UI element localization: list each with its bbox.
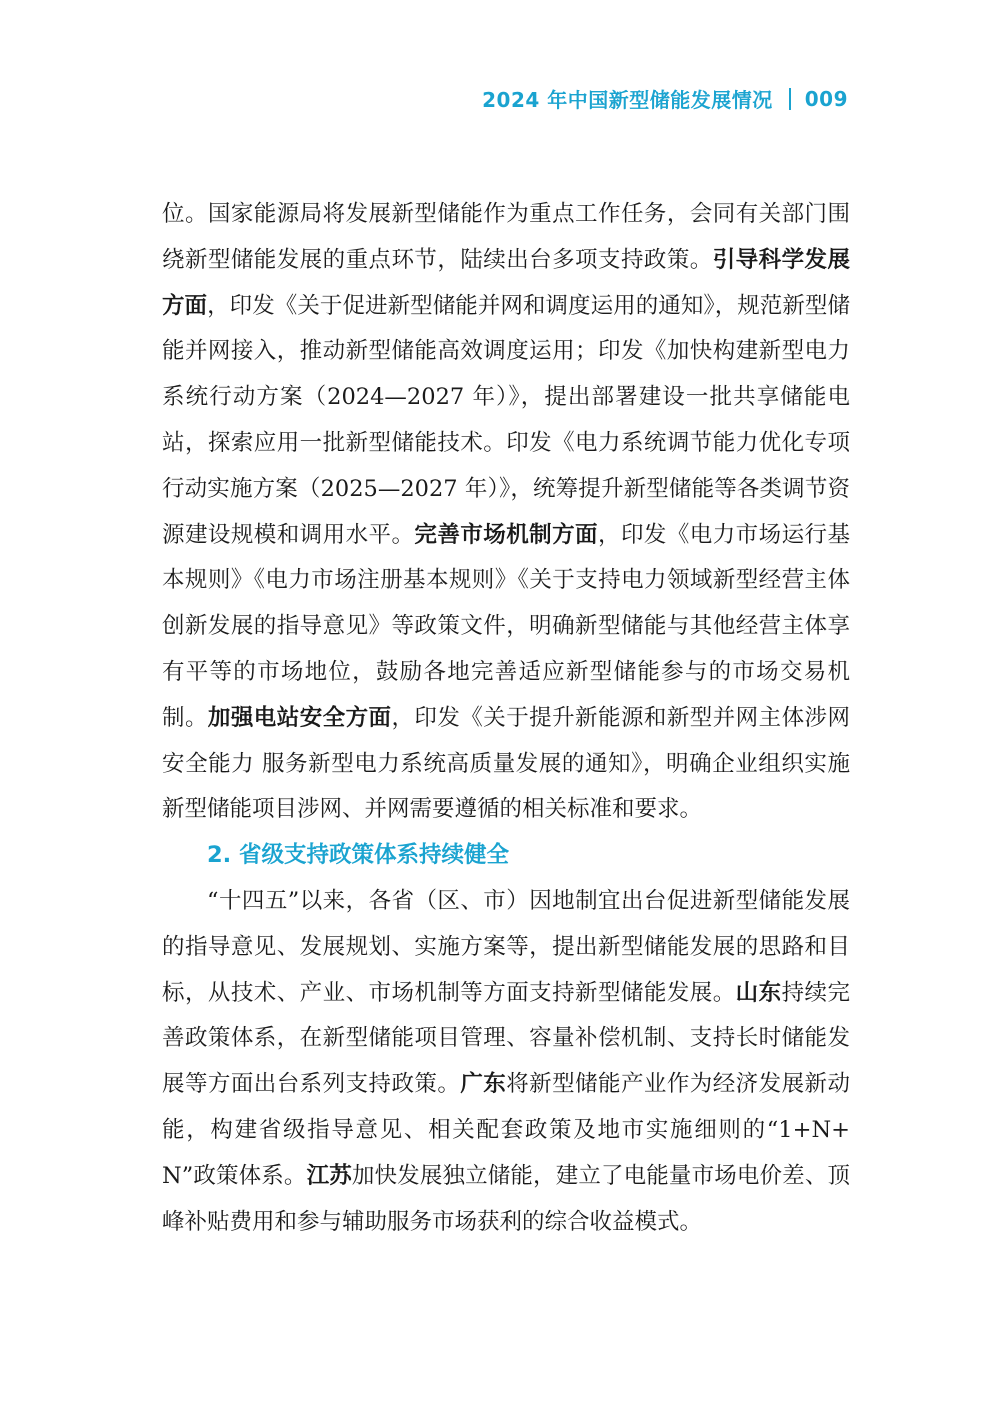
page-number: 009 [804,86,848,111]
bold-phrase-station-safety: 加强电站安全方面 [207,704,392,731]
paragraph-policy-provincial [162,879,850,1245]
bold-phrase-shandong: 山东 [735,979,782,1006]
paragraph-text: 将新型储能产业作为经济发展新动能，构建省级指导意见、相关配套政策及地市实施细则的“1+N+N”政策体系。 [162,1071,850,1189]
paragraph-text: 持续完善政策体系，在新型储能项目管理、容量补偿机制、支持长时储能发展等方面出台系列支持政策。 [162,979,850,1098]
paragraph-text: 位。国家能源局将发展新型储能作为重点工作任务，会同有关部门围绕新型储能发展的重点环节，陆续出台多项支持政策。 [162,201,850,273]
bold-phrase-jiangsu: 江苏 [306,1162,352,1189]
header-divider [789,88,791,110]
paragraph-text: 加快发展独立储能，建立了电能量市场电价差、顶峰补贴费用和参与辅助服务市场获利的综合收益模式。 [162,1162,850,1235]
paragraph-policy-national [162,192,850,833]
bold-phrase-guangdong: 广东 [460,1071,507,1098]
paragraph-text: ，印发《关于提升新能源和新型并网主体涉网安全能力 服务新型电力系统高质量发展的通知》，明确企业组织实施新型储能项目涉网、并网需要遵循的相关标准和要求。 [162,704,850,823]
section-heading: 2. 省级支持政策体系持续健全 [207,842,510,869]
paragraph-text: “十四五”以来，各省（区、市）因地制宜出台促进新型储能发展的指导意见、发展规划、实施方案等，提出新型储能发展的思路和目标，从技术、产业、市场机制等方面支持新型储能发展。 [162,887,850,1006]
bold-phrase-scientific-development: 引导科学发展方面 [162,246,850,319]
page-body [162,192,850,1245]
header-title: 2024 年中国新型储能发展情况 [482,88,773,112]
paragraph-text: ，印发《电力市场运行基本规则》《电力市场注册基本规则》《关于支持电力领域新型经营主体创新发展的指导意见》等政策文件，明确新型储能与其他经营主体享有平等的市场地位，鼓励各地完善适应新型储能参与的市场交易机制。 [162,521,850,731]
running-header [482,84,848,113]
bold-phrase-market-mechanism: 完善市场机制方面 [414,521,598,548]
paragraph-text: ，印发《关于促进新型储能并网和调度运用的通知》，规范新型储能并网接入，推动新型储能高效调度运用；印发《加快构建新型电力系统行动方案（2024—2027 年）》，提出部署建设一批共享储能电站，探索应用一批新型储能技术。印发《电力系统调节能力优化专项行动实施方案（2025—2027 年）》，统筹提升新型储能等各类调节资源建设规模和调用水平。 [162,292,850,548]
